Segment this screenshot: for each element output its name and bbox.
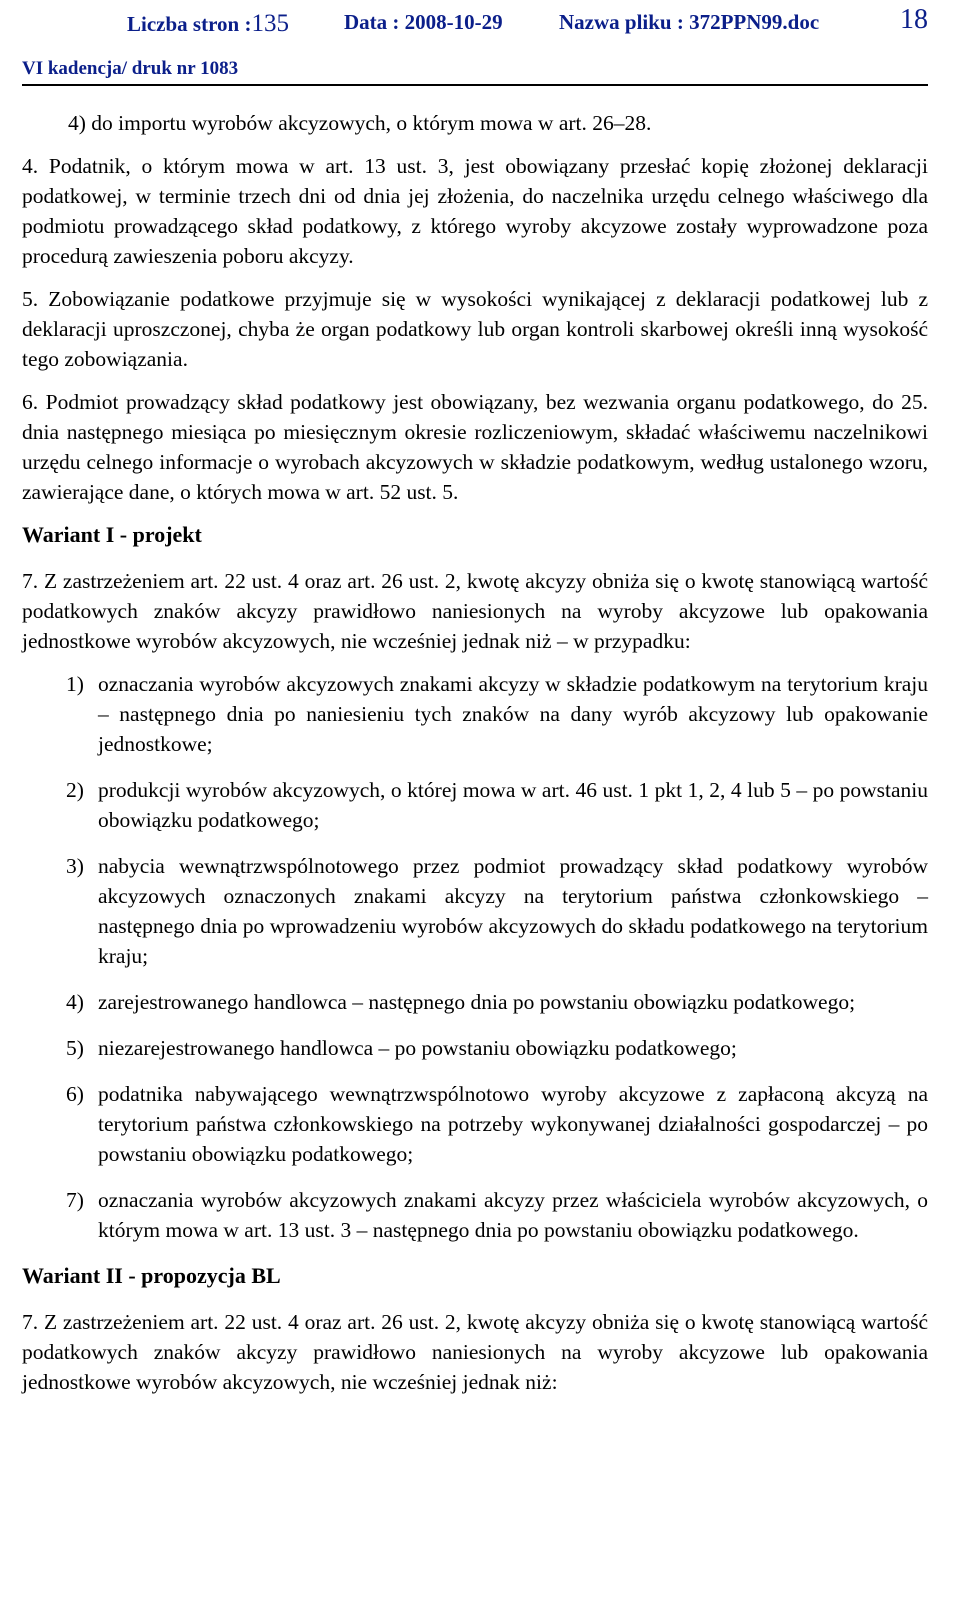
- list-item-number: 3): [66, 854, 84, 878]
- paragraph-4: 4. Podatnik, o którym mowa w art. 13 ust. 3, jest obowiązany przesłać kopię złożonej deklaracji podatkowej, w terminie trzech dni od dnia jej złożenia, do naczelnika urzędu celnego właściwego dla podmiotu prowadzącego skład podatkowy, z którego wyroby akcyzowe zostały wyprowadzone poza procedurą zawieszenia poboru akcyzy.: [22, 154, 928, 268]
- list-item-number: 2): [66, 778, 84, 802]
- document-date: [344, 10, 503, 35]
- list-item-text: podatnika nabywającego wewnątrzwspólnotowo wyroby akcyzowe z zapłaconą akcyzą na terytorium państwa członkowskiego na potrzeby wykonywanej działalności gospodarczej – po powstaniu obowiązku podatkowego;: [98, 1082, 928, 1166]
- list-item: [22, 775, 928, 835]
- sub-item-4: 4) do importu wyrobów akcyzowych, o którym mowa w art. 26–28.: [68, 111, 652, 135]
- paragraph-5: 5. Zobowiązanie podatkowe przyjmuje się w wysokości wynikającej z deklaracji podatkowej lub z deklaracji uproszczonej, chyba że organ podatkowy lub organ kontroli skarbowej określi inną wysokość tego zobowiązania.: [22, 287, 928, 371]
- page-count-label: Liczba stron :: [127, 12, 252, 36]
- list-item-text: niezarejestrowanego handlowca – po powstaniu obowiązku podatkowego;: [98, 1036, 737, 1060]
- list-item: [22, 1033, 928, 1063]
- document-subtitle: VI kadencja/ druk nr 1083: [22, 58, 239, 79]
- page-count: [127, 10, 289, 38]
- page-count-value: 135: [251, 10, 289, 37]
- variant-1-heading: Wariant I - projekt: [22, 522, 202, 547]
- variant-2-paragraph-7: 7. Z zastrzeżeniem art. 22 ust. 4 oraz art. 26 ust. 2, kwotę akcyzy obniża się o kwotę stanowiącą wartość podatkowych znaków akcyzy prawidłowo naniesionych na wyroby akcyzowe lub opakowania jednostkowe wyrobów akcyzowych, nie wcześniej jednak niż:: [22, 1310, 928, 1394]
- list-item: [22, 1079, 928, 1169]
- paragraph-6: 6. Podmiot prowadzący skład podatkowy jest obowiązany, bez wezwania organu podatkowego, do 25. dnia następnego miesiąca po miesięcznym okresie rozliczeniowym, składać właściwemu naczelnikowi urzędu celnego informacje o wyrobach akcyzowych w składzie podatkowym, według ustalonego wzoru, zawierające dane, o których mowa w art. 52 ust. 5.: [22, 390, 928, 504]
- list-item-number: 4): [66, 990, 84, 1014]
- file-name-value: 372PPN99.doc: [689, 10, 820, 34]
- list-item-text: oznaczania wyrobów akcyzowych znakami akcyzy w składzie podatkowym na terytorium kraju – następnego dnia po naniesieniu tych znaków na dany wyrób akcyzowy lub opakowanie jednostkowe;: [98, 672, 928, 756]
- document-body: [22, 108, 928, 1410]
- page-header: [22, 4, 928, 36]
- date-label: Data :: [344, 10, 400, 34]
- list-item: [22, 1185, 928, 1245]
- file-name-label: Nazwa pliku :: [559, 10, 684, 34]
- list-item: [22, 669, 928, 759]
- date-value: 2008-10-29: [404, 10, 503, 34]
- page-number: 18: [900, 4, 928, 35]
- variant-1-paragraph-7: 7. Z zastrzeżeniem art. 22 ust. 4 oraz art. 26 ust. 2, kwotę akcyzy obniża się o kwotę stanowiącą wartość podatkowych znaków akcyzy prawidłowo naniesionych na wyroby akcyzowe lub opakowania jednostkowe wyrobów akcyzowych, nie wcześniej jednak niż – w przypadku:: [22, 569, 928, 653]
- list-item: [22, 987, 928, 1017]
- list-item: [22, 851, 928, 971]
- variant-2-heading: Wariant II - propozycja BL: [22, 1263, 281, 1288]
- list-item-number: 6): [66, 1082, 84, 1106]
- list-item-number: 5): [66, 1036, 84, 1060]
- list-item-number: 1): [66, 672, 84, 696]
- file-name: [559, 10, 819, 35]
- list-item-text: zarejestrowanego handlowca – następnego dnia po powstaniu obowiązku podatkowego;: [98, 990, 856, 1014]
- header-divider: [22, 84, 928, 86]
- list-item-text: produkcji wyrobów akcyzowych, o której mowa w art. 46 ust. 1 pkt 1, 2, 4 lub 5 – po powstaniu obowiązku podatkowego;: [98, 778, 928, 832]
- list-item-number: 7): [66, 1188, 84, 1212]
- list-item-text: nabycia wewnątrzwspólnotowego przez podmiot prowadzący skład podatkowy wyrobów akcyzowych oznaczonych znakami akcyzy na terytorium państwa członkowskiego – następnego dnia po wprowadzeniu wyrobów akcyzowych do składu podatkowego na terytorium kraju;: [98, 854, 928, 968]
- list-item-text: oznaczania wyrobów akcyzowych znakami akcyzy przez właściciela wyrobów akcyzowych, o którym mowa w art. 13 ust. 3 – następnego dnia po powstaniu obowiązku podatkowego.: [98, 1188, 928, 1242]
